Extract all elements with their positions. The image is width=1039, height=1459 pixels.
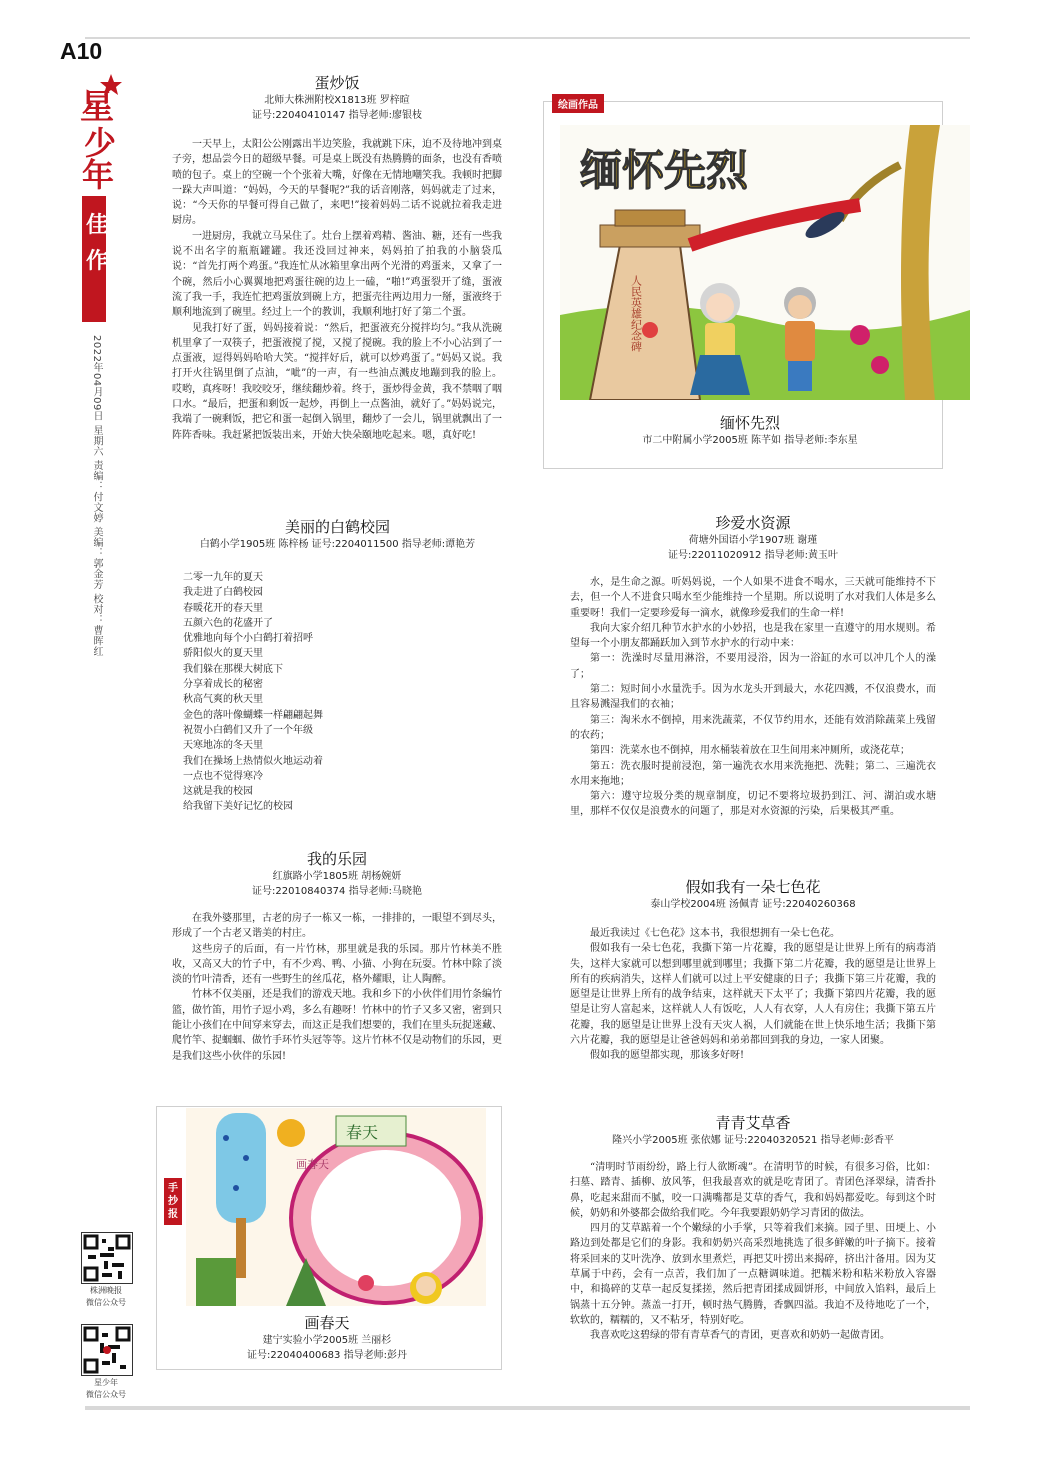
svg-text:年: 年 <box>82 156 115 190</box>
qr-code-xingshaonian[interactable] <box>81 1324 133 1376</box>
article-author: 红旗路小学1805班 胡杨婉妍 <box>272 871 402 882</box>
article-author: 白鹤小学1905班 陈梓杨 证号:22040115​00 指导老师:谭艳芳 <box>199 539 476 550</box>
svg-text:星: 星 <box>80 87 114 127</box>
article-author: 北师大株洲附校X1813班 罗梓暄 <box>264 95 410 106</box>
artwork-caption-title: 画春天 <box>304 1314 350 1332</box>
painting-title: 缅怀先烈 <box>719 414 780 432</box>
article-cert: 证号:22040410147 指导老师:廖银枝 <box>252 110 422 121</box>
article-author: 隆兴小学2005班 张依娜 证号:22040320521 指导老师:彭香平 <box>612 1135 894 1146</box>
article-cert: 证号:22010840374 指导老师:马晓艳 <box>252 886 422 897</box>
top-rule <box>85 37 970 39</box>
svg-text:春天: 春天 <box>346 1123 379 1142</box>
article-body: “清明时节雨纷纷，路上行人欲断魂”。在清明节的时候，有很多习俗，比如：扫墓、踏青、插柳、放风筝，但我最喜欢的就是吃青团了。青团色泽翠绿，清香扑鼻，吃起来甜而不腻，咬一口满嘴都是艾草的香气，我和妈妈都爱吃。每到这个时候，奶奶和外婆都会做给我们吃。今年我要跟奶奶学习青团的做法。 四月的艾草踮着一个个嫩绿的小手掌，只等着我们来摘。园子里、田埂上、小路边到处都是它们的身影。我和奶奶兴高采烈地挑选了很多鲜嫩的叶子摘下。接着将采回来的艾叶洗净、放到水里煮烂，再把艾叶捞出来揭碎，挤出汁备用。因为艾草属于中药，会有一点苦，我们加了一点糖调味道。把糯米粉和粘米粉放入容器中，和捣碎的艾草一起反复揉搓，然后把青团揉成圆饼形，中间放入馅料，最后上锅蒸十五分钟。蒸盖一打开，顿时热气腾腾，香飘四溢。我迫不及待地吃了一个，软软的，糯糯的，又不粘牙，特别好吃。 我喜欢吃这碧绿的带有青草香气的青团，更喜欢和奶奶一起做青团。 <box>570 1162 936 1342</box>
qr-code-wanbao[interactable] <box>81 1232 133 1284</box>
artwork-spring <box>186 1108 486 1306</box>
article-body: 水，是生命之源。听妈妈说，一个人如果不进食不喝水，三天就可能维持不下去，但一个人不进食只喝水至少能维持一个星期。所以说明了水对我们人体是多么重要呀！我们一定要珍爱每一滴水，就像珍爱我们的生命一样! 我向大家介绍几种节水护水的小妙招，也是我在家里一直遵守的用水规则。希望每一个小朋友都踊跃加入到节水护水的行动中来： 第一：洗澡时尽量用淋浴，不要用浸浴，因为一浴缸的水可以冲几个人的澡了； 第二：短时间小水量洗手。因为水龙头开到最大，水花四溅，不仅浪费水，而且容易溅湿我们的衣袖； 第三：淘米水不倒掉，用来洗蔬菜，不仅节约用水，还能有效消除蔬菜上残留的农药； 第四：洗菜水也不倒掉，用水桶装着放在卫生间用来冲厕所，或浇花草； 第五：洗衣服时提前浸泡，第一遍洗衣水用来洗拖把、洗鞋；第二、三遍洗衣水用来拖地； 第六：遵守垃圾分类的规章制度，切记不要将垃圾扔到江、河、湖泊或水塘里，那样不仅仅是浪费水的问题了，那是对水资源的污染，后果极其严重。 <box>570 577 936 818</box>
article-campus <box>155 516 520 815</box>
artwork-author: 建宁实验小学2005班 兰丽杉 <box>262 1335 392 1346</box>
article-title: 蛋炒饭 <box>314 74 360 92</box>
article-mugwort <box>570 1112 936 1344</box>
article-body: 在我外婆那里，古老的房子一栋又一栋，一排排的，一眼望不到尽头，形成了一个古老又谐美的村庄。 这些房子的后面，有一片竹林，那里就是我的乐园。那片竹林美不胜收，又高又大的竹子中，有不少鸡、鸭、小猫、小狗在玩耍。竹林中除了淡淡的竹叶清香，还有一些野生的丝瓜花，格外耀眼，让人陶醉。 竹林不仅美丽，还是我们的游戏天地。我和乡下的小伙伴们用竹条编竹篮，做竹笛，用竹子逗小鸡，多么有趣呀！竹林中的竹子又多又密，密到只能让小孩们在中间穿来穿去，而这正是我们想要的，我们在里头玩捉迷藏、爬竹竿、捉蝈蝈、做竹手环竹头冠等等。这片竹林不仅是动物们的乐园，更是我们这些小伙伴的乐园! <box>172 913 502 1062</box>
svg-text:人民英雄纪念碑: 人民英雄纪念碑 <box>629 275 643 352</box>
article-body: 一天早上，太阳公公刚露出半边笑脸，我就跳下床，迫不及待地冲到桌子旁，想品尝今日的超级早餐。可是桌上既没有热腾腾的面条，也没有香喷喷的包子。桌上的空碗一个个张着大嘴，好像在无情地嘲笑我。我顿时把脚一跺大声叫道：“妈妈，今天的早餐呢?”我的话音刚落，妈妈就走了过来，说：“今天你的早餐可得自己做了，来吧!”接着妈妈二话不说就拉着我走进厨房。 一进厨房，我就立马呆住了。灶台上摆着鸡精、酱油、糖，还有一些我说不出名字的瓶瓶罐罐。我还没回过神来，妈妈拍了拍我的小脑袋瓜说：“首先打两个鸡蛋。”我连忙从冰箱里拿出两个光滑的鸡蛋来，又拿了一个碗，然后小心翼翼地把鸡蛋往碗的边上一磕，“啪!”鸡蛋裂开了缝，蛋液流了我一手，我连忙把鸡蛋放到碗上方，把蛋壳往两边用力一掰，蛋液终于顺利地流到了碗里。经过上一个的教训，我顺利地打好了第二个蛋。 见我打好了蛋，妈妈接着说：“然后，把蛋液充分搅拌均匀。”我从洗碗机里拿了一双筷子，把蛋液搅了搅，又搅了搅碗。我的脸上不小心沾到了一点蛋液，逗得妈妈哈哈大笑。“搅拌好后，就可以炒鸡蛋了。”妈妈又说。我打开火往锅里倒了点油，“呲”的一声，有一些油点溅皮地蹦到我的脸上。哎哟，真疼呀！我咬咬牙，继续翻炒着。终于，蛋炒得金黄，我不禁咽了咽口水。“最后，把蛋和剩饭一起炒，再倒上一点酱油，就好了。”妈妈说完，我端了一碗剩饭，把它和蛋一起倒入锅里，翻炒了一会儿，锅里就飘出了一阵阵香味。我赶紧把饭装出来，开始大快朵颐地吃起来。嗯，真好吃! <box>172 139 502 441</box>
article-title: 珍爱水资源 <box>715 514 791 532</box>
article-title: 青青艾草香 <box>715 1114 791 1132</box>
painting-tag: 绘画作品 <box>552 94 604 113</box>
article-cert: 证号:22011020912 指导老师:黄玉叶 <box>668 550 838 561</box>
article-author: 泰山学校2004班 汤佩青 证号:22040260368 <box>650 899 856 910</box>
issue-meta: 2022年04月09日 星期六 责编：付文婷 美编：郭金芳 校对：曹晖红 <box>91 335 102 657</box>
poem-body: 二零一九年的夏天 我走进了白鹤校园 春暖花开的春天里 五颜六色的花盛开了 优雅地向每个小白鹤打着招呼 骄阳似火的夏天里 我们躲在那棵大树底下 分享着成长的秘密 秋高气爽的秋天里 金色的落叶像蝴蝶一样翩翩起舞 祝贺小白鹤们又升了一个年级 天寒地冻的冬天里 我们在操场上热情似火地运动着 一点也不觉得寒冷 这就是我的校园 给我留下美好记忆的校园 <box>183 572 323 813</box>
page-number: A10 <box>60 38 103 64</box>
article-water <box>570 512 936 820</box>
painting-caption <box>560 412 940 448</box>
svg-text:少: 少 <box>84 124 117 162</box>
article-body: 最近我读过《七色花》这本书，我很想拥有一朵七色花。 假如我有一朵七色花，我撕下第一片花瓣，我的愿望是让世界上所有的病毒消失，这样大家就可以想到哪里就到哪里；我撕下第二片花瓣，我的愿望是让世界上所有的疾病消失，这样人们就可以过上平安健康的日子；我撕下第三片花瓣，我的愿望是让世界上所有的战争结束，这样就天下太平了；我撕下第四片花瓣，我的愿望是让穷人富起来，这样就人人有饭吃，人人有衣穿，人人有房住；我撕下第五片花瓣，我的愿望是让世界上没有天灾人祸，人们就能在世上快乐地生活；我撕下第六片花瓣，我的愿望是让爸爸妈妈和弟弟都回到我的身边，一家人团聚。 假如我的愿望都实现，那该多好呀! <box>570 928 936 1062</box>
artwork-tag: 手抄报 <box>164 1178 182 1225</box>
artwork-caption <box>172 1312 482 1363</box>
article-fried-rice <box>172 72 502 443</box>
article-title: 我的乐园 <box>306 850 367 868</box>
article-title: 美丽的白鹤校园 <box>284 518 390 536</box>
article-paradise <box>172 848 502 1064</box>
qr-label-wanbao: 株洲晚报 微信公众号 <box>86 1286 126 1307</box>
painting-memorial <box>560 125 970 400</box>
article-flower <box>570 876 936 1064</box>
qr-label-xingshaonian: 星少年 微信公众号 <box>86 1378 126 1399</box>
logo-star-youth <box>76 70 126 190</box>
article-author: 荷塘外国语小学1907班 谢瑾 <box>688 535 818 546</box>
svg-text:画春天: 画春天 <box>296 1158 329 1171</box>
artwork-cert: 证号:22040400683 指导老师:彭丹 <box>247 1350 407 1361</box>
article-title: 假如我有一朵七色花 <box>685 878 821 896</box>
svg-text:缅怀先烈: 缅怀先烈 <box>580 146 749 195</box>
section-title: 佳作 <box>86 213 109 274</box>
bottom-rule <box>85 1406 970 1410</box>
painting-author: 市二中附属小学2005班 陈芊如 指导老师:李东星 <box>642 435 858 446</box>
